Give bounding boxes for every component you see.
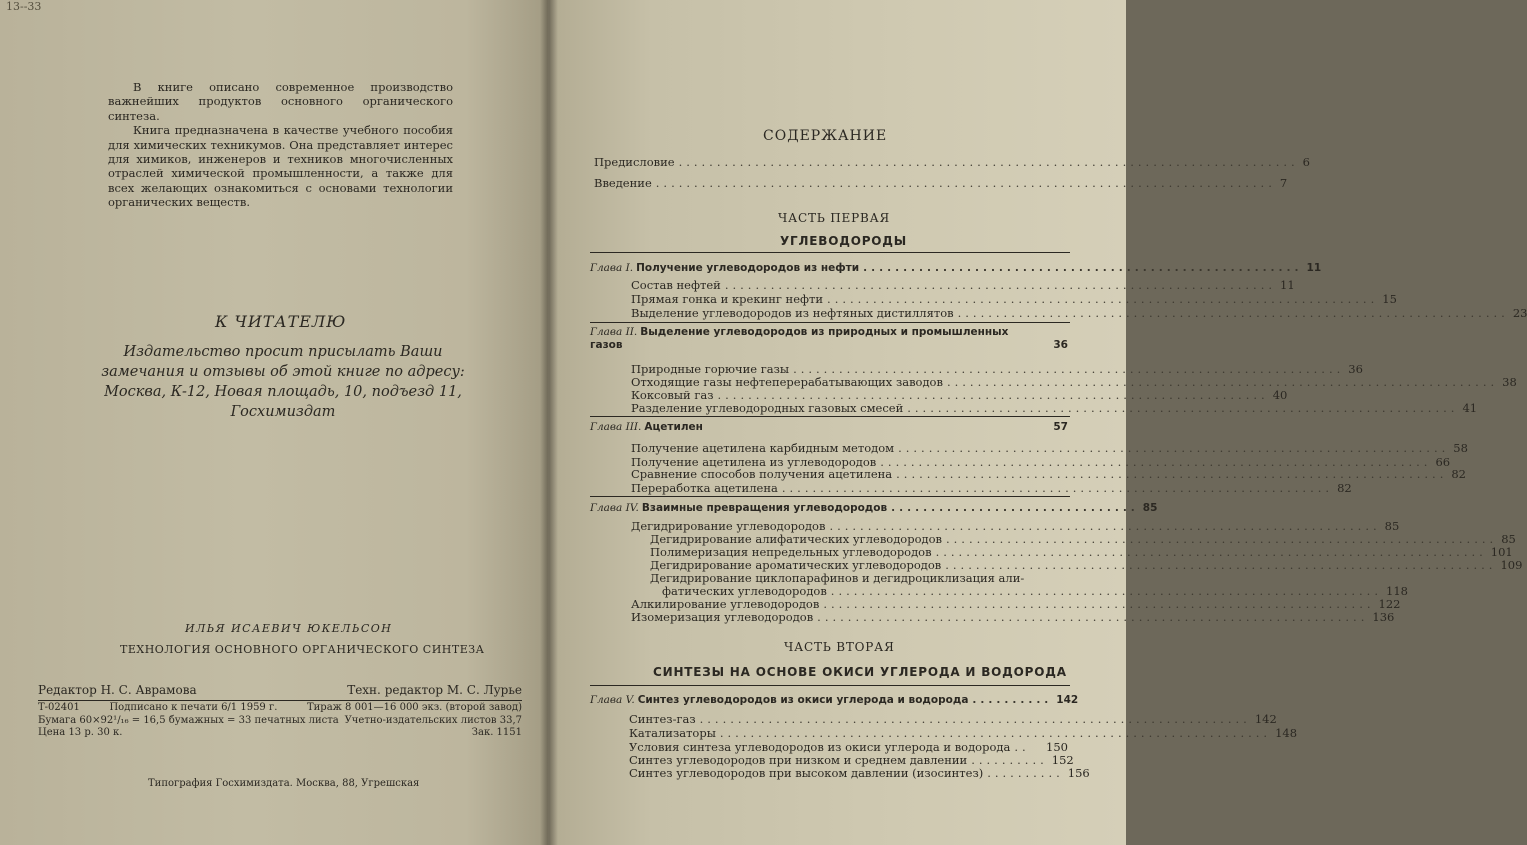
toc-entry-page: 101 (1490, 545, 1513, 559)
toc-entry-page: 136 (1372, 610, 1395, 624)
toc-entry-page: 36 (1348, 362, 1363, 376)
toc-entry: Состав нефтей ........................................................................ 11 (631, 278, 1295, 292)
toc-entry-title: Разделение углеводородных газовых смесей (631, 401, 904, 415)
chapter-page: 57 (1053, 421, 1068, 433)
divider (590, 685, 1070, 686)
toc-entry-page: 82 (1451, 467, 1466, 481)
toc-entry: Прямая гонка и крекинг нефти ........................................................................ 15 (631, 292, 1397, 306)
toc-entry-page: 152 (1051, 753, 1074, 767)
toc-entry-title: Катализаторы (629, 726, 716, 740)
toc-entry-title: Дегидрирование углеводородов (631, 519, 826, 533)
toc-entry-page: 150 (1046, 740, 1068, 754)
chapter-page: 142 (1056, 694, 1079, 706)
toc-entry: Алкилирование углеводородов ........................................................................ 122 (631, 597, 1401, 611)
toc-entry-title: Полимеризация непредельных углеводородов (650, 545, 932, 559)
chapter-label: Глава IV. (590, 502, 639, 514)
chapter-label: Глава III. (590, 421, 642, 433)
toc-entry-page: 41 (1462, 401, 1478, 415)
chapter-entry-cont (590, 339, 1068, 351)
left-page (0, 0, 548, 845)
toc-entry-title: Получение ацетилена карбидным методом (631, 441, 895, 455)
toc-entry-page: 15 (1382, 292, 1397, 306)
chapter-title: Ацетилен (644, 421, 703, 433)
toc-entry: Дегидрирование углеводородов ........................................................................ 85 (631, 519, 1400, 533)
imprint-editors (38, 683, 522, 701)
chapter-label: Глава V. (590, 694, 635, 706)
toc-entry-page: 118 (1386, 584, 1408, 598)
toc-entry-page: 23 (1512, 306, 1527, 320)
author-name: ИЛЬЯ ИСАЕВИЧ ЮКЕЛЬСОН (185, 622, 393, 635)
toc-entry-page: 85 (1384, 519, 1400, 533)
toc-entry-title: Отходящие газы нефтеперерабатывающих заводов (631, 375, 943, 389)
toc-entry: Катализаторы ........................................................................ 148 (629, 726, 1298, 740)
toc-entry-page: 11 (1280, 278, 1295, 292)
toc-entry: Полимеризация непредельных углеводородов ........................................................................ 101 (650, 545, 1513, 559)
toc-entry-title: Сравнение способов получения ацетилена (631, 467, 893, 481)
annotation-paragraph: В книге описано современное производство важнейших продуктов основного органического синтеза. (108, 80, 453, 123)
toc-entry-page: 122 (1378, 597, 1401, 611)
chapter-title: Выделение углеводородов из природных и промышленных (640, 326, 1009, 338)
toc-entry-preface: Предисловие ................................................................................. 6 (594, 155, 1310, 169)
toc-entry-title: Синтез-газ (629, 712, 696, 726)
toc-entry: Условия синтеза углеводородов из окиси углерода и водорода .. 150 (629, 740, 1068, 754)
toc-entry: Получение ацетилена из углеводородов ........................................................................ 66 (631, 455, 1451, 469)
toc-entry: Синтез углеводородов при высоком давлении (изосинтез) .......... 156 (629, 766, 1090, 780)
page-corner-mark: 13--33 (6, 0, 42, 13)
toc-entry-title: Изомеризация углеводородов (631, 610, 814, 624)
toc-entry-page: 82 (1337, 481, 1352, 495)
toc-entry-title: Дегидрирование алифатических углеводородов (650, 532, 942, 546)
toc-entry-title: Получение ацетилена из углеводородов (631, 455, 877, 469)
toc-entry-title: Переработка ацетилена (631, 481, 778, 495)
toc-entry: Изомеризация углеводородов ........................................................................ 136 (631, 610, 1395, 624)
chapter-title: газов (590, 339, 623, 351)
annotation (108, 80, 453, 210)
divider (590, 252, 1070, 253)
toc-entry-title: Коксовый газ (631, 388, 714, 402)
toc-entry-title: Алкилирование углеводородов (631, 597, 820, 611)
reader-heading: К ЧИТАТЕЛЮ (215, 312, 347, 331)
chapter-page: 11 (1306, 262, 1322, 274)
toc-entry: Коксовый газ ........................................................................ 40 (631, 388, 1288, 402)
toc-entry-title: Состав нефтей (631, 278, 721, 292)
toc-entry-page: 109 (1500, 558, 1523, 572)
imprint-sheets: Учетно-издательских листов 33,7 (344, 715, 522, 726)
toc-entry: Отходящие газы нефтеперерабатывающих заводов ........................................................................ 38 (631, 375, 1517, 389)
book-title: ТЕХНОЛОГИЯ ОСНОВНОГО ОРГАНИЧЕСКОГО СИНТЕЗА (120, 643, 485, 656)
chapter-entry: Глава I. Получение углеводородов из нефти ....................................................... 11 (590, 262, 1322, 274)
chapter-label: Глава II. (590, 326, 638, 338)
toc-entry-title: Предисловие (594, 155, 675, 169)
imprint-row (38, 727, 522, 739)
toc-entry: Разделение углеводородных газовых смесей ........................................................................ 41 (631, 401, 1478, 415)
toc-entry: фатических углеводородов ........................................................................ 118 (662, 584, 1408, 598)
imprint-block (38, 683, 522, 739)
part-title: СИНТЕЗЫ НА ОСНОВЕ ОКИСИ УГЛЕРОДА И ВОДОРОДА (653, 665, 1067, 679)
chapter-entry (590, 421, 1068, 433)
toc-entry: Дегидрирование ароматических углеводородов ........................................................................ 109 (650, 558, 1523, 572)
chapter-entry: Глава IV. Взаимные превращения углеводородов ............................... 85 (590, 502, 1158, 514)
toc-entry-page: 156 (1067, 766, 1090, 780)
divider (590, 416, 1070, 417)
chapter-label: Глава I. (590, 262, 634, 274)
toc-entry: Сравнение способов получения ацетилена ........................................................................ 82 (631, 467, 1466, 481)
part-title: УГЛЕВОДОРОДЫ (780, 234, 908, 248)
toc-entry-page: 7 (1279, 176, 1288, 190)
toc-entry-page: 148 (1275, 726, 1298, 740)
toc-entry-title: Природные горючие газы (631, 362, 790, 376)
chapter-page: 85 (1142, 502, 1158, 514)
chapter-page: 36 (1053, 339, 1068, 351)
chapter-entry (590, 326, 1008, 338)
toc-entry-page: 6 (1302, 155, 1310, 169)
printer-line: Типография Госхимиздата. Москва, 88, Угрешская (148, 778, 420, 789)
imprint-signed: Подписано к печати 6/1 1959 г. (109, 702, 278, 713)
right-page (548, 0, 1527, 845)
toc-entry: Природные горючие газы ........................................................................ 36 (631, 362, 1363, 376)
toc-entry: Дегидрирование алифатических углеводородов ........................................................................ 85 (650, 532, 1516, 546)
imprint-row (38, 702, 522, 714)
imprint-price: Цена 13 р. 30 к. (38, 727, 123, 738)
annotation-paragraph: Книга предназначена в качестве учебного пособия для химических техникумов. Она представляет интерес для химиков, инженеров и техников многочисленных отраслей химической промышленности, а также для всех желающих ознакомиться с основами технологии органических веществ. (108, 123, 453, 210)
imprint-paper: Бумага 60×92¹/₁₆ = 16,5 бумажных = 33 печатных листа (38, 715, 339, 726)
toc-entry-intro: Введение ................................................................................. 7 (594, 176, 1288, 190)
toc-entry: Получение ацетилена карбидным методом ........................................................................ 58 (631, 441, 1468, 455)
toc-entry-title: Выделение углеводородов из нефтяных дистиллятов (631, 306, 954, 320)
imprint-code: Т-02401 (38, 702, 80, 713)
toc-entry-title: Условия синтеза углеводородов из окиси углерода и водорода (629, 740, 1011, 754)
chapter-title: Получение углеводородов из нефти (636, 262, 860, 274)
toc-entry-title: Дегидрирование ароматических углеводородов (650, 558, 942, 572)
imprint-row (38, 715, 522, 727)
toc-entry-title: Синтез углеводородов при высоком давлении (изосинтез) (629, 766, 984, 780)
toc-heading: СОДЕРЖАНИЕ (763, 128, 888, 144)
book-gutter (540, 0, 558, 845)
reader-text: Издательство просит присылать Ваши замечания и отзывы об этой книге по адресу: Москва, К-12, Новая площадь, 10, подъезд 11, Госхимиздат (101, 344, 465, 420)
editor: Редактор Н. С. Аврамова (38, 683, 197, 697)
toc-entry-page: 58 (1453, 441, 1468, 455)
chapter-entry: Глава V. Синтез углеводородов из окиси углерода и водорода .......... 142 (590, 694, 1079, 706)
toc-entry-title: Введение (594, 176, 652, 190)
toc-entry-title: фатических углеводородов (662, 584, 827, 598)
divider (590, 496, 1070, 497)
toc-entry-title: Прямая гонка и крекинг нефти (631, 292, 824, 306)
part-label: ЧАСТЬ ВТОРАЯ (784, 640, 895, 654)
toc-entry: Синтез-газ ........................................................................ 142 (629, 712, 1277, 726)
toc-entry-page: 38 (1502, 375, 1517, 389)
chapter-title: Взаимные превращения углеводородов (641, 502, 888, 514)
toc-entry-title: Дегидрирование циклопарафинов и дегидроциклизация али- (650, 571, 1025, 585)
toc-entry-page: 142 (1254, 712, 1277, 726)
toc-entry-page: 40 (1272, 388, 1288, 402)
toc-entry: Выделение углеводородов из нефтяных дистиллятов ........................................................................ 23 (631, 306, 1527, 320)
toc-entry-title: Синтез углеводородов при низком и среднем давлении (629, 753, 968, 767)
toc-entry: Переработка ацетилена ........................................................................ 82 (631, 481, 1352, 495)
toc-entry-page: 66 (1435, 455, 1451, 469)
divider (590, 322, 1070, 323)
chapter-title: Синтез углеводородов из окиси углерода и водорода (637, 694, 969, 706)
imprint-order: Зак. 1151 (471, 727, 522, 738)
toc-entry-page: 85 (1501, 532, 1516, 546)
toc-entry: Синтез углеводородов при низком и среднем давлении .......... 152 (629, 753, 1074, 767)
tech-editor: Техн. редактор М. С. Лурье (347, 683, 522, 697)
part-label: ЧАСТЬ ПЕРВАЯ (778, 211, 890, 225)
imprint-print-run: Тираж 8 001—16 000 экз. (второй завод) (306, 702, 522, 713)
